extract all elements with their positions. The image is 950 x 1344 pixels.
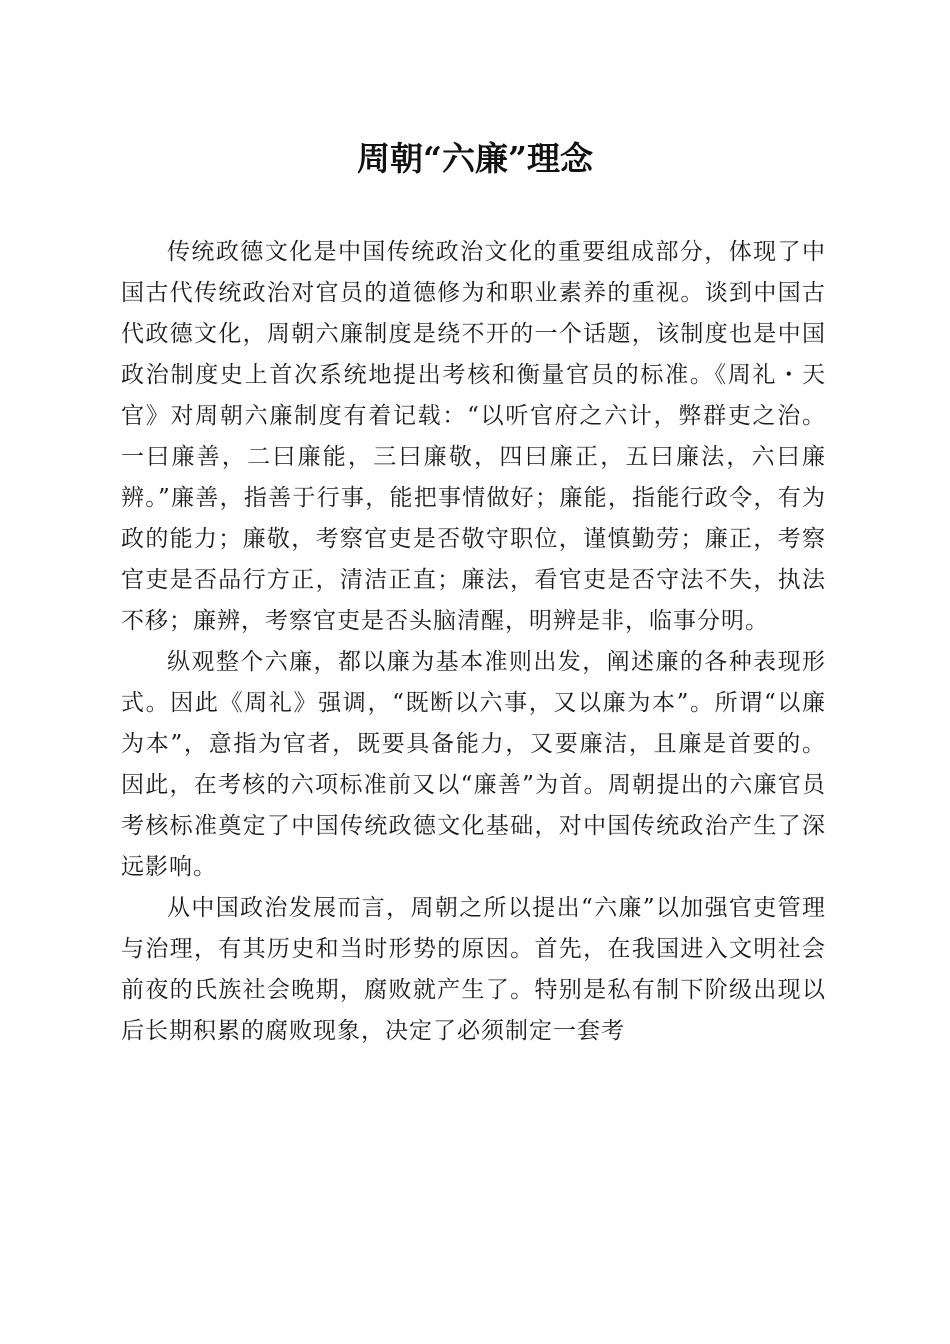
paragraph-3: 从中国政治发展而言，周朝之所以提出“六廉”以加强官吏管理与治理，有其历史和当时形势的原因。首先，在我国进入文明社会前夜的氏族社会晚期，腐败就产生了。特别是私有制下阶级出现以后长期积累的腐败现象，决定了必须制定一套考 [121,895,826,1044]
document-title: 周朝“六廉”理念 [357,139,593,178]
paragraph-2: 纵观整个六廉，都以廉为基本准则出发，阐述廉的各种表现形式。因此《周礼》强调，“既断以六事，又以廉为本”。所谓“以廉为本”，意指为官者，既要具备能力，又要廉洁，且廉是首要的。因此，在考核的六项标准前又以“廉善”为首。周朝提出的六廉官员考核标准奠定了中国传统政德文化基础，对中国传统政治产生了深远影响。 [121,649,826,880]
paragraph-1: 传统政德文化是中国传统政治文化的重要组成部分，体现了中国古代传统政治对官员的道德修为和职业素养的重视。谈到中国古代政德文化，周朝六廉制度是绕不开的一个话题，该制度也是中国政治制度史上首次系统地提出考核和衡量官员的标准。《周礼・天官》对周朝六廉制度有着记载：“以听官府之六计，弊群吏之治。一曰廉善，二曰廉能，三曰廉敬，四曰廉正，五曰廉法，六曰廉辨。”廉善，指善于行事，能把事情做好；廉能，指能行政令，有为政的能力；廉敬，考察官吏是否敬守职位，谨慎勤劳；廉正，考察官吏是否品行方正，清洁正直；廉法，看官吏是否守法不失，执法不移；廉辨，考察官吏是否头脑清醒，明辨是非，临事分明。 [121,239,826,634]
document-body [121,232,826,1052]
